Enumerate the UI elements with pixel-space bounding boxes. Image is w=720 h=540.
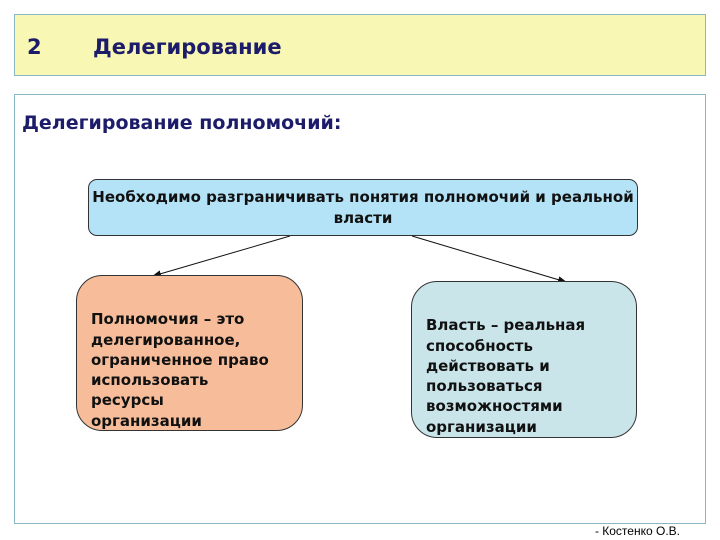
title-bar (14, 14, 706, 76)
distinction-text: Необходимо разграничивать понятия полномочий и реальной власти (92, 188, 634, 227)
slide-title: Делегирование (93, 35, 282, 59)
authority-text: Полномочия – это делегированное, ограниченное право использовать ресурсы организации (91, 310, 269, 430)
slide-number: 2 (27, 35, 42, 59)
power-text: Власть – реальная способность действовать и пользоваться возможностями организации (426, 316, 586, 436)
footer-author (595, 524, 680, 538)
authority-box (76, 275, 303, 431)
author-name: - Костенко О.В. (594, 524, 680, 538)
distinction-box (88, 179, 638, 236)
section-heading: Делегирование полномочий: (22, 112, 342, 134)
power-box (411, 281, 637, 438)
